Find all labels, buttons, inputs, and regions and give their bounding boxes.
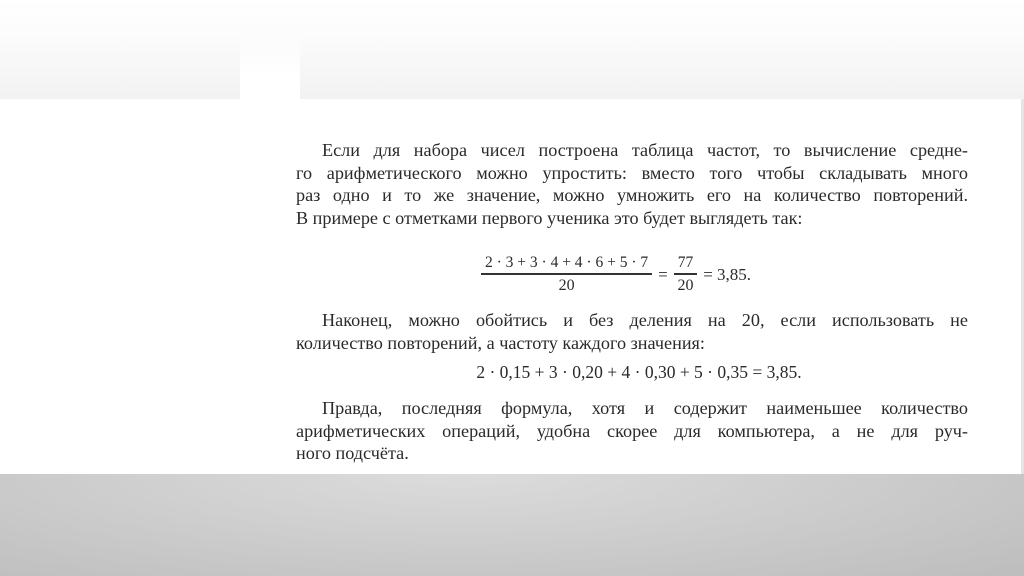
fraction-numerator: 2 · 3 + 3 · 4 + 4 · 6 + 5 · 7	[485, 254, 649, 272]
text-line: ного подсчёта.	[296, 443, 409, 463]
fraction-sum-over-count	[481, 254, 652, 296]
formula-result: = 3,85.	[703, 265, 752, 284]
fraction-denominator: 20	[558, 276, 575, 294]
mean-formula-weighted	[481, 250, 751, 300]
text-line: раз одно и то же значение, можно умножить его на количество повторений.	[296, 185, 968, 205]
text-line: арифметических операций, удобна скорее для компьютера, а не для руч-	[296, 420, 968, 441]
text-line: го арифметического можно упростить: вместо того чтобы складывать много	[296, 162, 968, 183]
slide-bottom-background	[0, 474, 1024, 576]
paragraph-conclusion	[296, 397, 968, 465]
text-line: Если для набора чисел построена таблица частот, то вычисление средне-	[322, 140, 968, 160]
mean-formula-frequencies: 2 · 0,15 + 3 · 0,20 + 4 · 0,30 + 5 · 0,35 = 3,85.	[476, 362, 802, 382]
paragraph-frequency-method	[296, 309, 968, 354]
paragraph-frequency-table	[296, 139, 968, 229]
fraction-denominator: 20	[677, 276, 694, 294]
fraction-numerator: 77	[677, 254, 694, 272]
text-line: количество повторений, а частоту каждого значения:	[296, 332, 705, 353]
fraction-77-over-20	[674, 254, 698, 296]
text-line: Правда, последняя формула, хотя и содержит наименьшее количество	[322, 398, 968, 418]
slide-top-background	[0, 0, 1024, 100]
text-line: В примере с отметками первого ученика это будет выглядеть так:	[296, 207, 803, 228]
text-line: Наконец, можно обойтись и без деления на 20, если использовать не	[322, 310, 968, 330]
equals-sign: =	[658, 265, 668, 284]
